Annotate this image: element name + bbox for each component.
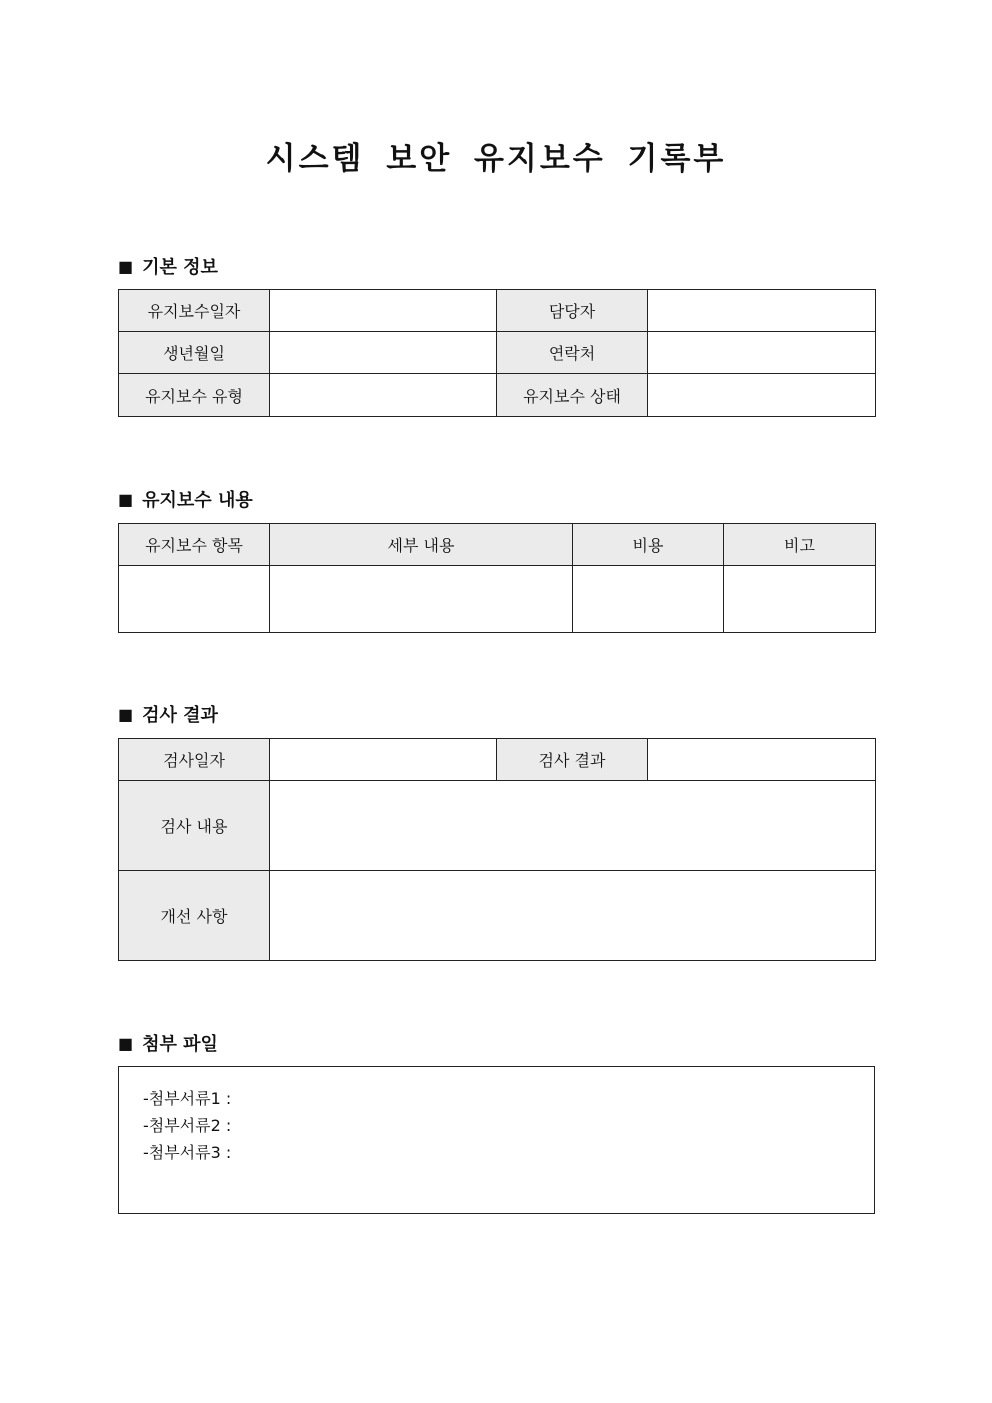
label-maintenance-type: 유지보수 유형 bbox=[119, 374, 270, 417]
section-title: 검사 결과 bbox=[142, 705, 218, 726]
label-contact: 연락처 bbox=[497, 332, 648, 374]
attachment-item-2: -첨부서류2 : bbox=[143, 1116, 232, 1135]
attachment-item-1: -첨부서류1 : bbox=[143, 1089, 232, 1108]
field-maintenance-item[interactable] bbox=[119, 566, 270, 633]
section-heading-maintenance-content bbox=[118, 486, 253, 512]
field-maintenance-date[interactable] bbox=[270, 290, 497, 332]
section-heading-basic-info bbox=[118, 253, 218, 279]
table-row bbox=[119, 781, 876, 871]
label-maintenance-date: 유지보수일자 bbox=[119, 290, 270, 332]
field-person-in-charge[interactable] bbox=[648, 290, 876, 332]
label-maintenance-status: 유지보수 상태 bbox=[497, 374, 648, 417]
attachment-item-3: -첨부서류3 : bbox=[143, 1143, 232, 1162]
section-heading-attachments bbox=[118, 1030, 218, 1056]
field-inspection-date[interactable] bbox=[270, 739, 497, 781]
field-cost[interactable] bbox=[573, 566, 724, 633]
field-details[interactable] bbox=[270, 566, 573, 633]
inspection-result-table bbox=[118, 738, 876, 961]
header-cost: 비용 bbox=[573, 524, 724, 566]
label-inspection-date: 검사일자 bbox=[119, 739, 270, 781]
square-bullet-icon: ■ bbox=[118, 704, 134, 724]
section-heading-inspection-result bbox=[118, 701, 218, 727]
label-person-in-charge: 담당자 bbox=[497, 290, 648, 332]
square-bullet-icon: ■ bbox=[118, 1033, 134, 1053]
label-improvements: 개선 사항 bbox=[119, 871, 270, 961]
maintenance-content-table bbox=[118, 523, 876, 633]
table-row bbox=[119, 566, 876, 633]
header-remarks: 비고 bbox=[724, 524, 876, 566]
field-improvements[interactable] bbox=[270, 871, 876, 961]
section-title: 유지보수 내용 bbox=[142, 490, 253, 511]
field-remarks[interactable] bbox=[724, 566, 876, 633]
table-row bbox=[119, 739, 876, 781]
attachments-box[interactable] bbox=[118, 1066, 875, 1214]
field-inspection-details[interactable] bbox=[270, 781, 876, 871]
section-title: 첨부 파일 bbox=[142, 1034, 218, 1055]
square-bullet-icon: ■ bbox=[118, 489, 134, 509]
label-inspection-result: 검사 결과 bbox=[497, 739, 648, 781]
basic-info-table bbox=[118, 289, 876, 417]
label-inspection-details: 검사 내용 bbox=[119, 781, 270, 871]
field-contact[interactable] bbox=[648, 332, 876, 374]
header-maintenance-item: 유지보수 항목 bbox=[119, 524, 270, 566]
field-inspection-result[interactable] bbox=[648, 739, 876, 781]
document-title: 시스템 보안 유지보수 기록부 bbox=[265, 141, 727, 177]
field-maintenance-status[interactable] bbox=[648, 374, 876, 417]
label-birth-date: 생년월일 bbox=[119, 332, 270, 374]
table-row bbox=[119, 290, 876, 332]
table-row bbox=[119, 871, 876, 961]
section-title: 기본 정보 bbox=[142, 257, 218, 278]
table-header-row bbox=[119, 524, 876, 566]
table-row bbox=[119, 374, 876, 417]
field-birth-date[interactable] bbox=[270, 332, 497, 374]
field-maintenance-type[interactable] bbox=[270, 374, 497, 417]
table-row bbox=[119, 332, 876, 374]
square-bullet-icon: ■ bbox=[118, 256, 134, 276]
header-details: 세부 내용 bbox=[270, 524, 573, 566]
